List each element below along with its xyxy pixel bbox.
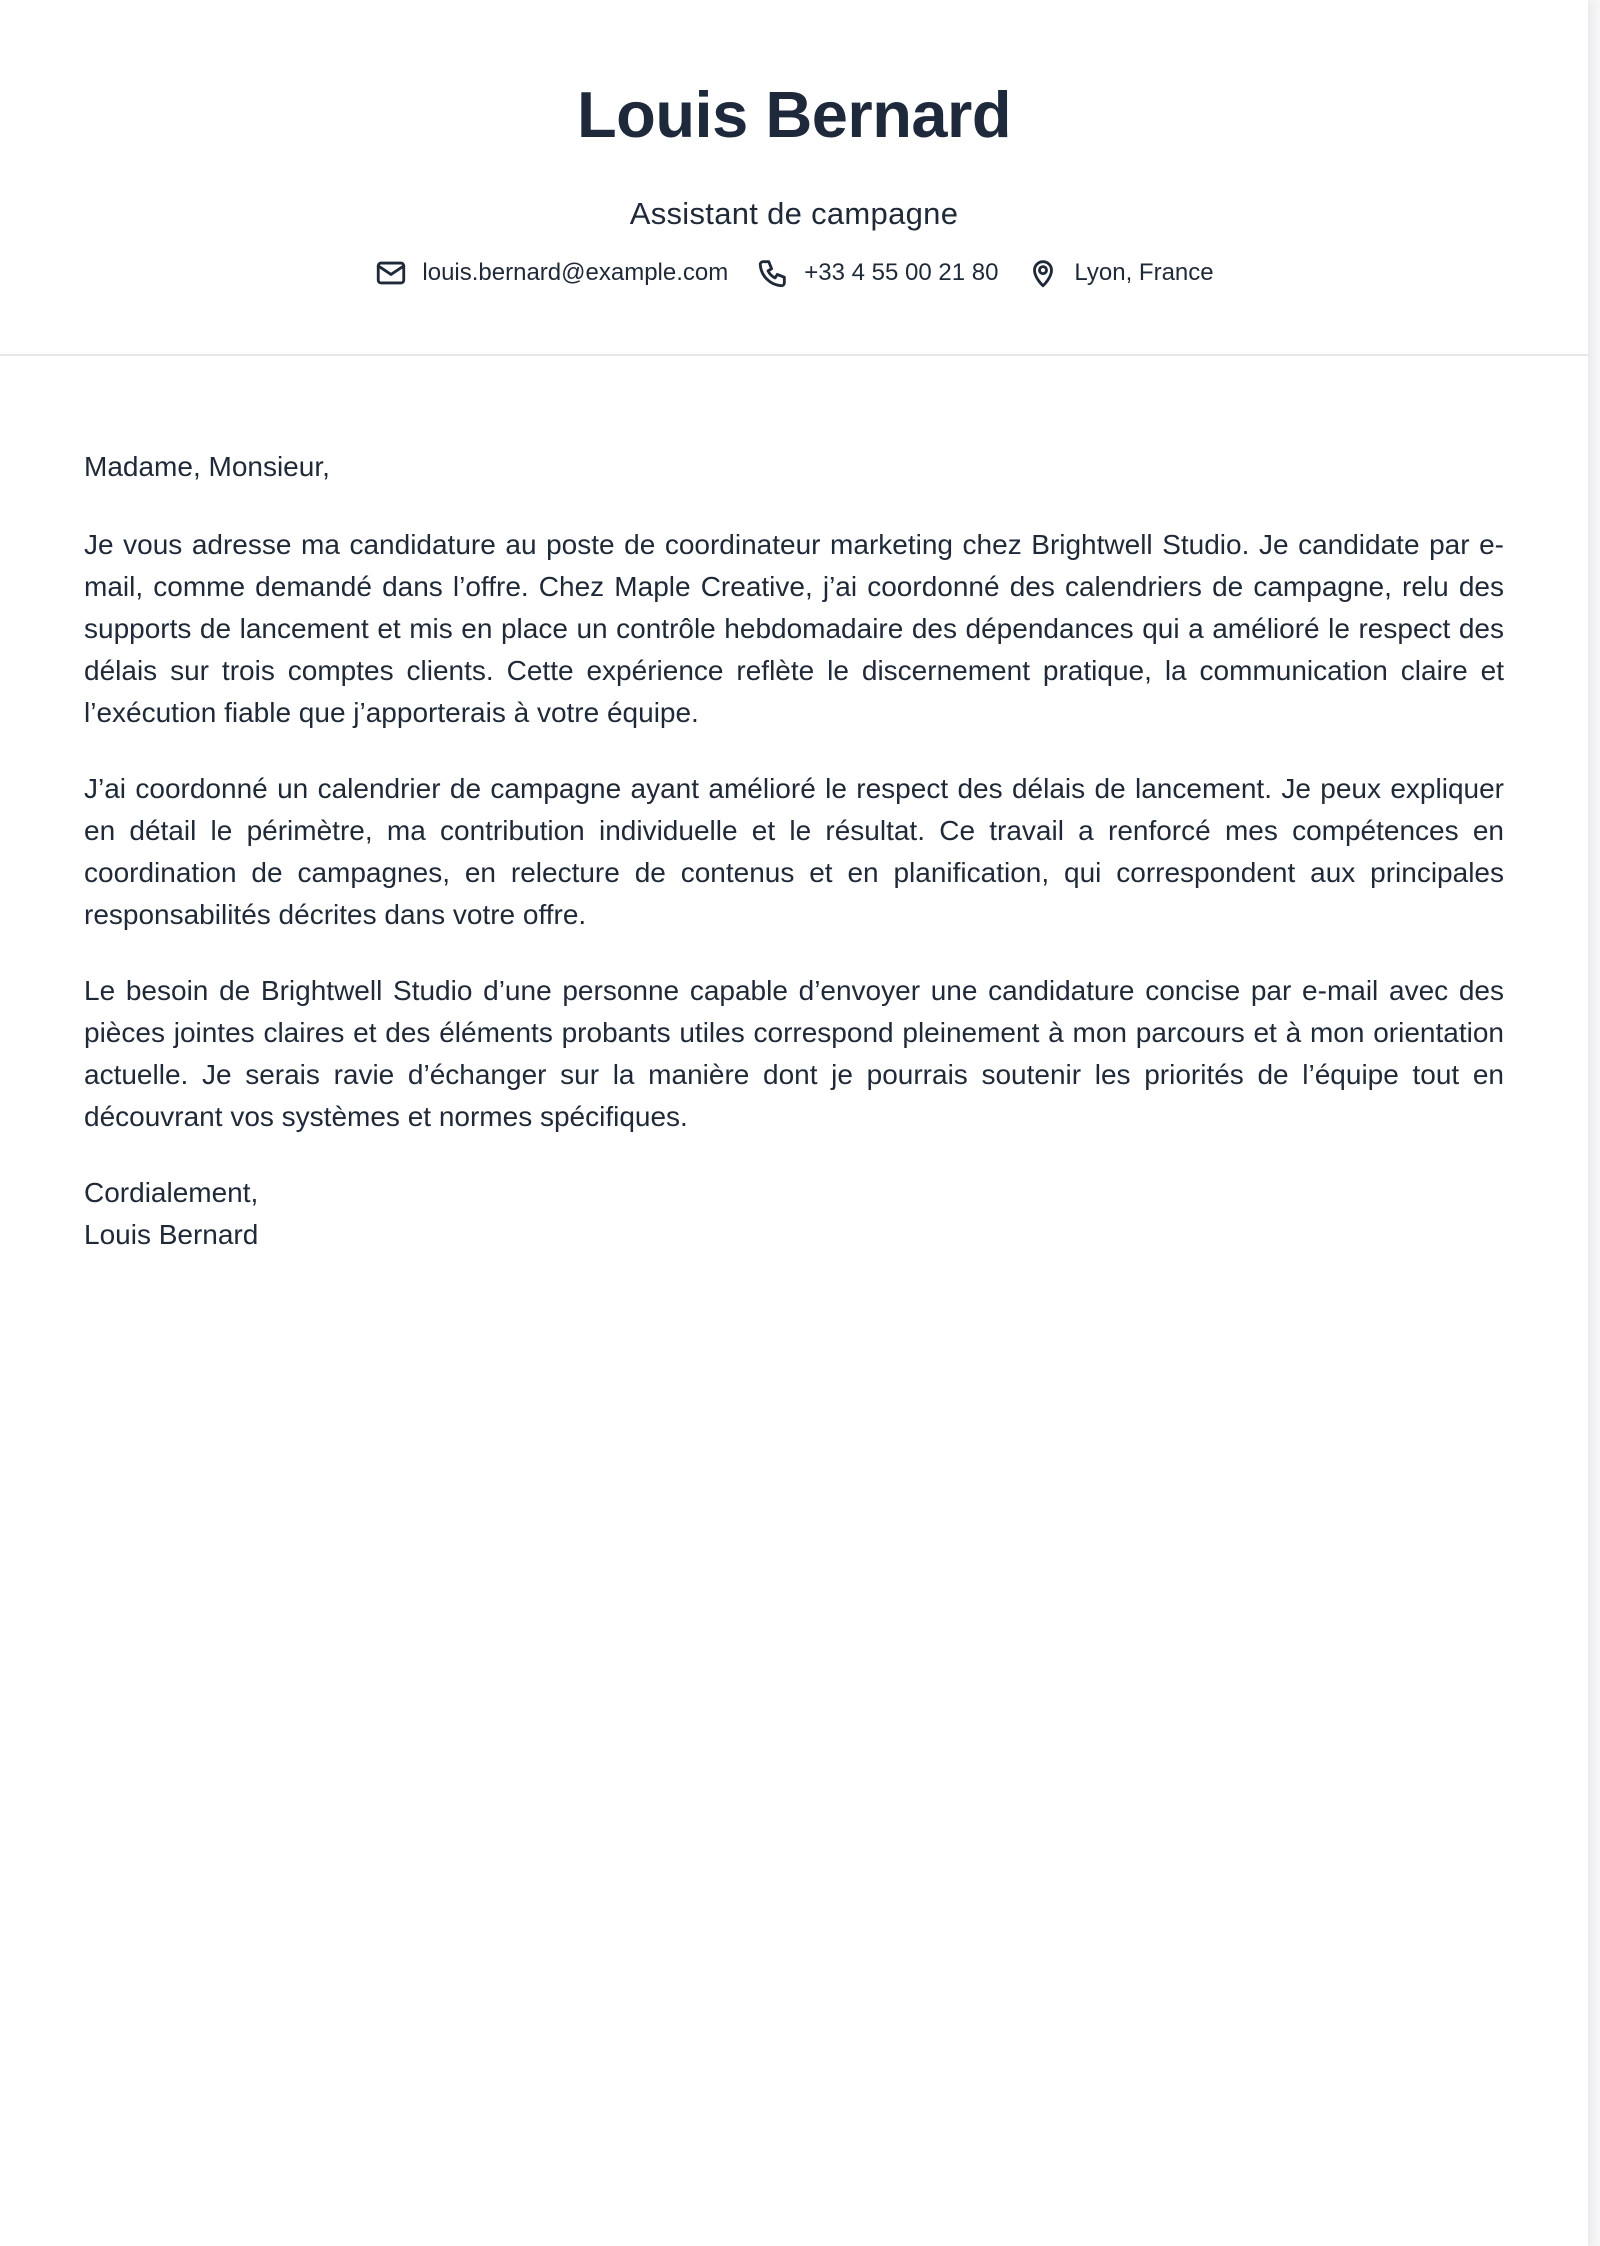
contact-phone[interactable]	[756, 256, 998, 290]
contact-email[interactable]	[374, 256, 728, 290]
email-text: louis.bernard@example.com	[422, 259, 729, 286]
applicant-name: Louis Bernard	[576, 78, 1012, 151]
letter-body	[0, 356, 1588, 1256]
mail-icon	[374, 256, 408, 290]
paragraph-2: J’ai coordonné un calendrier de campagne ayant amélioré le respect des délais de lancement. Je peux expliquer en détail le périmètre, ma contribution individuelle et le résultat. Ce travail a renforcé mes compétences en coordination de campagnes, en relecture de contenus et en planification, qui correspondent aux principales responsabilités décrites dans votre offre.	[84, 773, 1504, 930]
contact-bar	[0, 256, 1588, 290]
applicant-title: Assistant de campagne	[629, 196, 959, 231]
closing-block	[84, 1172, 1504, 1256]
phone-icon	[756, 256, 790, 290]
contact-location	[1026, 256, 1213, 290]
phone-text: +33 4 55 00 21 80	[804, 259, 999, 286]
closing-text: Cordialement,	[84, 1177, 259, 1208]
map-pin-icon	[1026, 256, 1060, 290]
signature: Louis Bernard	[84, 1219, 259, 1250]
letter-header	[0, 0, 1588, 356]
location-text: Lyon, France	[1074, 259, 1214, 286]
salutation: Madame, Monsieur,	[84, 451, 330, 482]
paragraph-3: Le besoin de Brightwell Studio d’une personne capable d’envoyer une candidature concise par e-mail avec des pièces jointes claires et des éléments probants utiles correspond pleinement à mon parcours et à mon orientation actuelle. Je serais ravie d’échanger sur la manière dont je pourrais soutenir les priorités de l’équipe tout en découvrant vos systèmes et normes spécifiques.	[84, 975, 1504, 1132]
paragraph-1: Je vous adresse ma candidature au poste de coordinateur marketing chez Brightwell Studio. Je candidate par e-mail, comme demandé dans l’offre. Chez Maple Creative, j’ai coordonné des calendriers de campagne, relu des supports de lancement et mis en place un contrôle hebdomadaire des dépendances qui a amélioré le respect des délais sur trois comptes clients. Cette expérience reflète le discernement pratique, la communication claire et l’exécution fiable que j’apporterais à votre équipe.	[84, 529, 1504, 728]
